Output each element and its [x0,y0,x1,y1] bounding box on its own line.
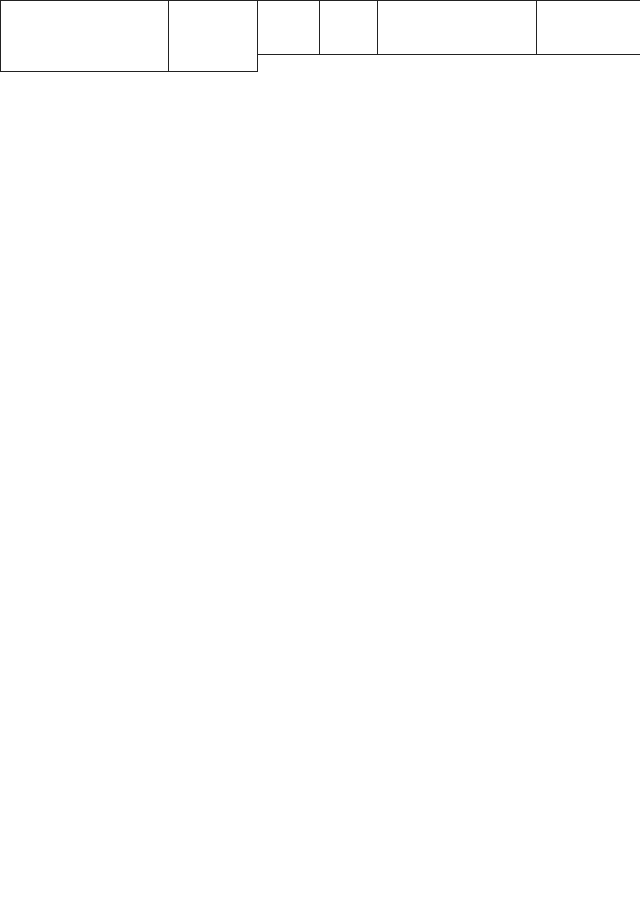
header-scenario [169,1,258,72]
header-indicator [1,1,169,72]
header-stage-1 [378,1,536,55]
header-fact [258,1,320,55]
header-stage-2 [536,1,640,55]
table-header [1,1,640,72]
target-indicators-table [0,0,640,72]
header-fact-estimate [319,1,377,55]
